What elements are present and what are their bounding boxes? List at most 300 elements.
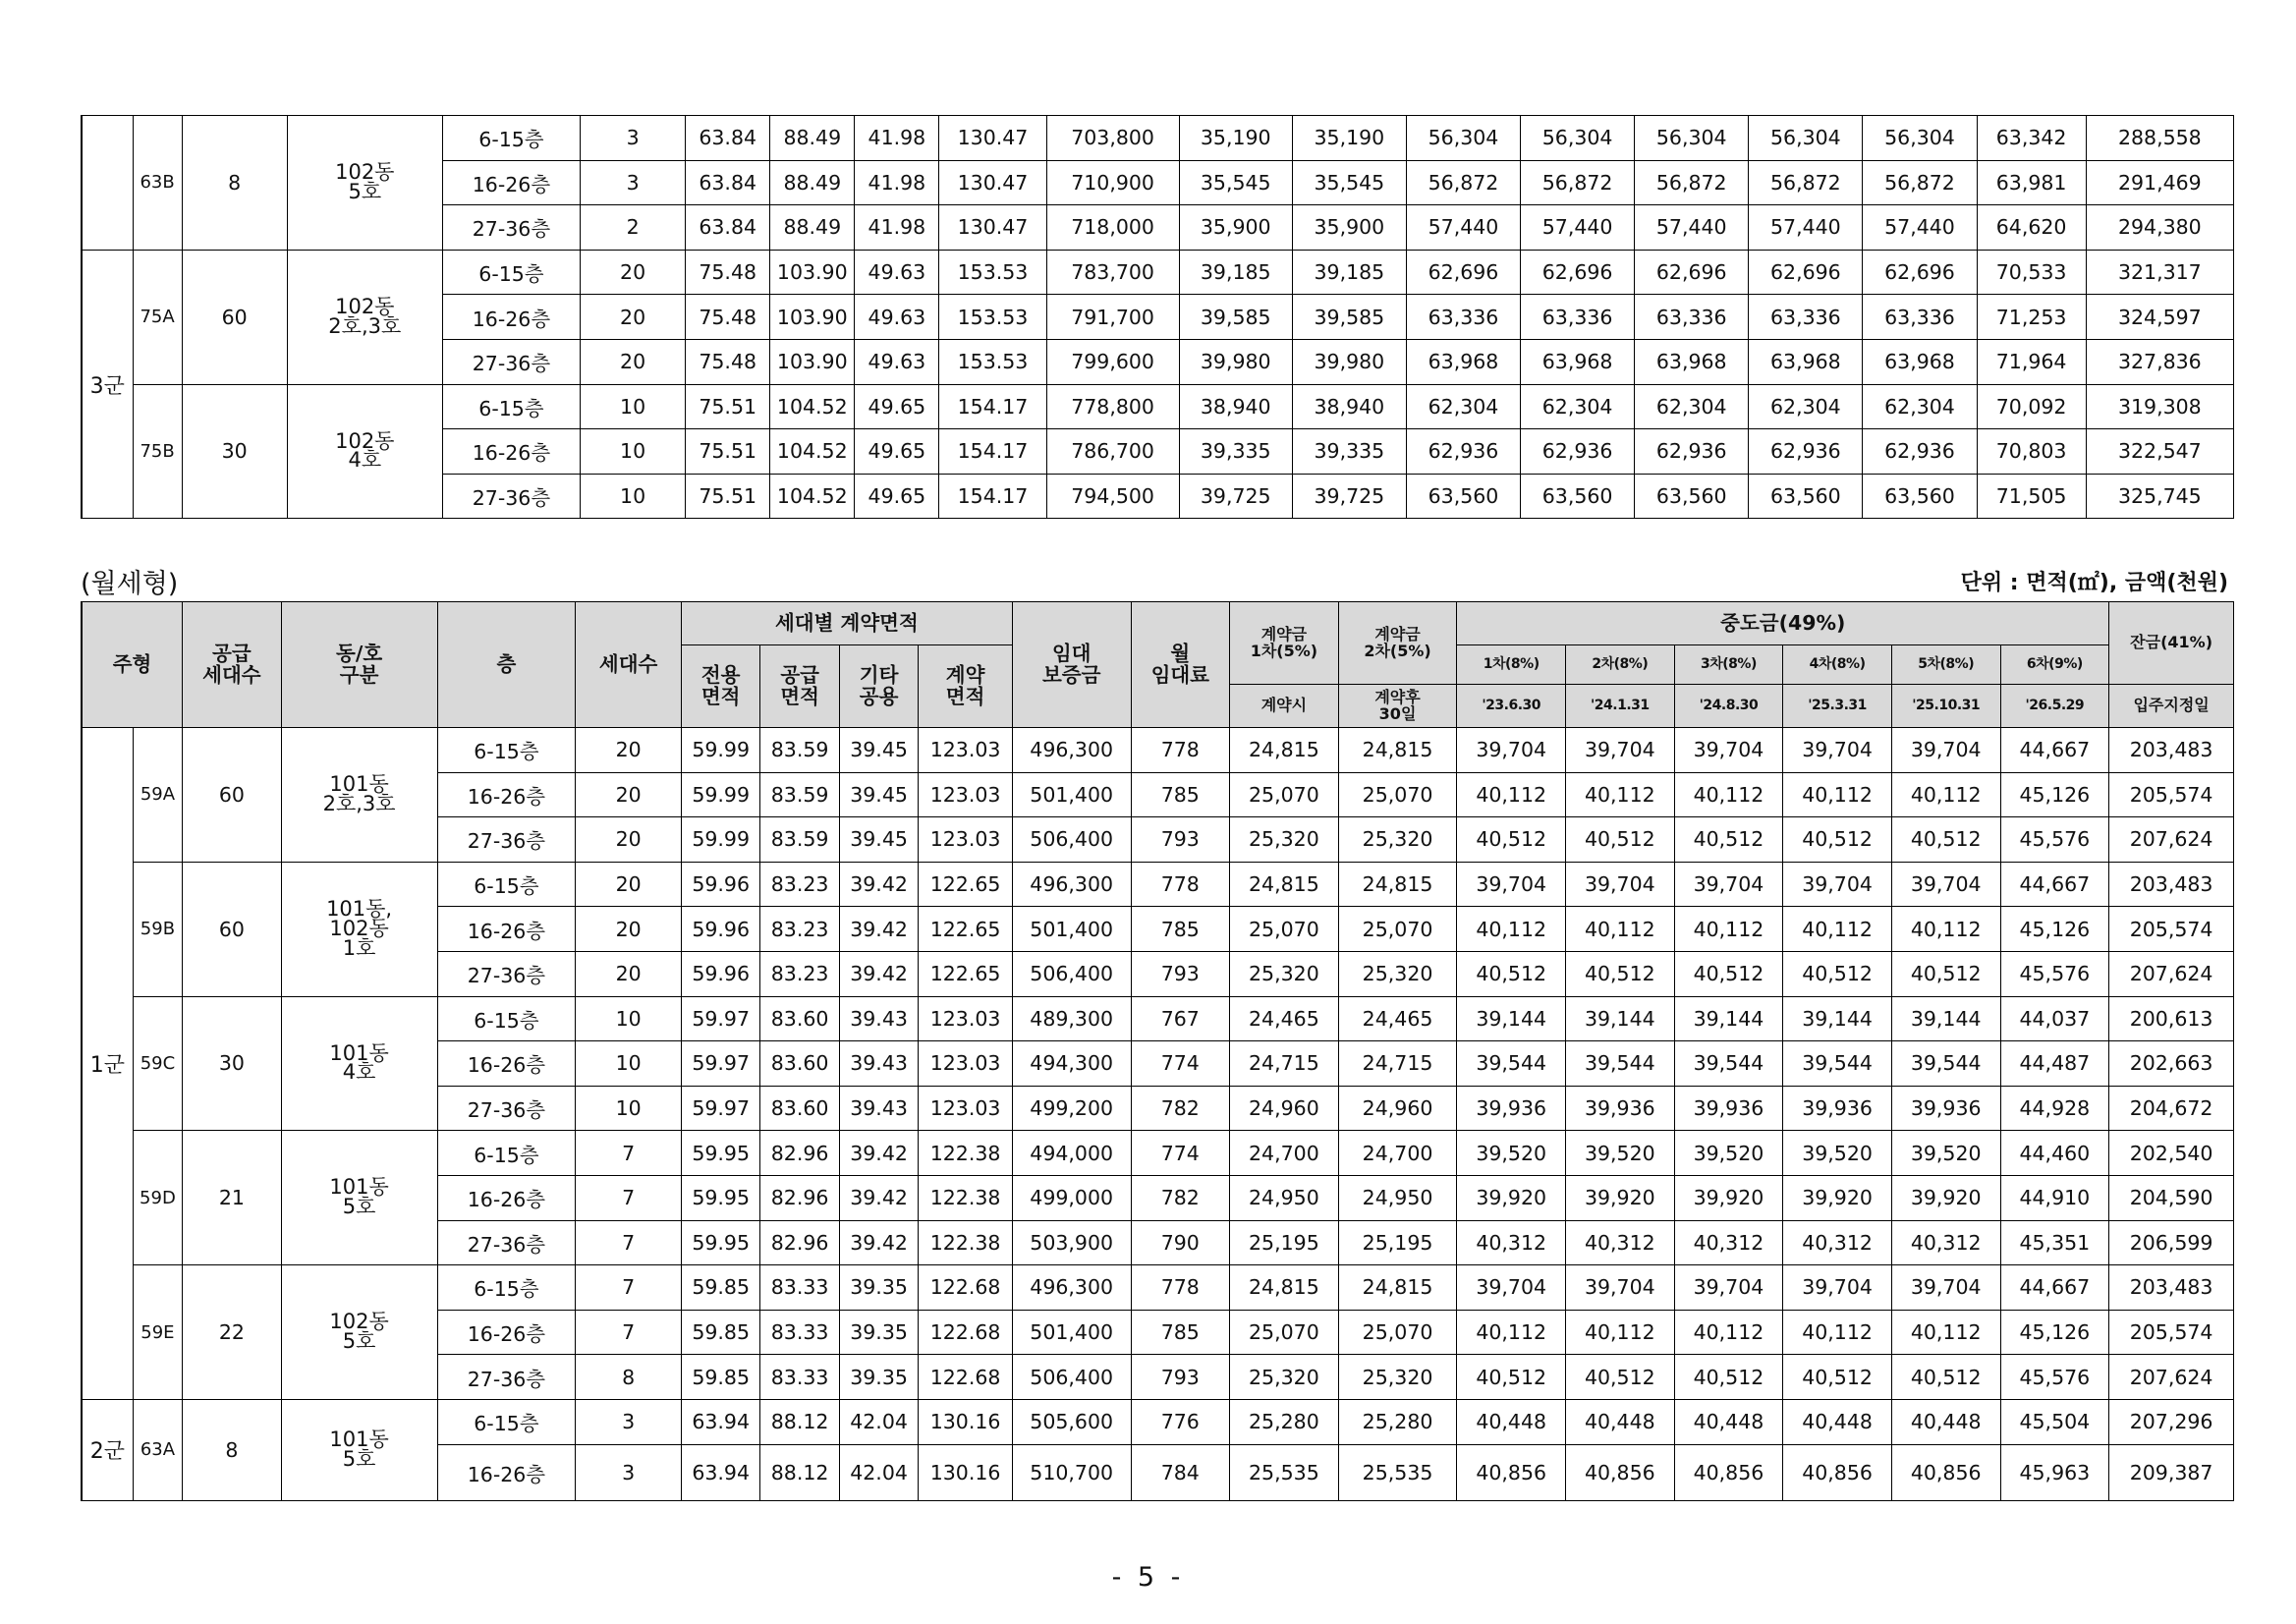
value-cell: 39,704: [1566, 1265, 1675, 1311]
value-cell: 294,380: [2086, 205, 2233, 251]
value-cell: 56,872: [1749, 160, 1863, 205]
dong-ho-line: 101동,: [326, 896, 393, 921]
value-cell: 778: [1131, 1265, 1230, 1311]
value-cell: 59.85: [681, 1355, 759, 1400]
value-cell: 20: [581, 339, 686, 384]
value-cell: 40,512: [1457, 817, 1566, 863]
value-cell: 39,920: [1457, 1175, 1566, 1220]
value-cell: 63,336: [1635, 295, 1749, 340]
value-cell: 62,936: [1521, 429, 1635, 475]
header-households: 세대수: [576, 602, 682, 728]
value-cell: 25,320: [1338, 817, 1457, 863]
value-cell: 62,696: [1863, 250, 1977, 295]
value-cell: 207,296: [2109, 1399, 2234, 1444]
supply-units-cell: 8: [183, 1399, 282, 1500]
value-cell: 35,545: [1292, 160, 1406, 205]
value-cell: 25,070: [1338, 772, 1457, 817]
dong-ho-cell: [287, 384, 442, 519]
value-cell: 130.47: [939, 205, 1046, 251]
value-cell: 63,981: [1977, 160, 2086, 205]
value-cell: 59.85: [681, 1310, 759, 1355]
value-cell: 45,576: [2000, 1355, 2109, 1400]
dong-ho-cell: [281, 862, 437, 996]
monthly-table-body: [82, 728, 2234, 1501]
value-cell: 40,448: [1891, 1399, 2000, 1444]
dong-ho-line: 102동: [329, 1310, 389, 1334]
dong-ho-line: 5호: [342, 1195, 376, 1219]
value-cell: 25,320: [1230, 1355, 1339, 1400]
value-cell: 63.84: [686, 205, 770, 251]
value-cell: 3: [576, 1444, 682, 1500]
value-cell: 42.04: [839, 1399, 918, 1444]
value-cell: 35,900: [1292, 205, 1406, 251]
dong-ho-cell: [281, 996, 437, 1131]
value-cell: 499,200: [1012, 1086, 1131, 1131]
value-cell: 24,700: [1230, 1131, 1339, 1176]
value-cell: 39,335: [1179, 429, 1292, 475]
value-cell: 75.51: [686, 384, 770, 429]
value-cell: 718,000: [1046, 205, 1179, 251]
value-cell: 39,920: [1783, 1175, 1892, 1220]
value-cell: 63.84: [686, 116, 770, 161]
value-cell: 24,815: [1230, 1265, 1339, 1311]
value-cell: 88.49: [770, 205, 855, 251]
value-cell: 130.47: [939, 116, 1046, 161]
value-cell: 45,963: [2000, 1444, 2109, 1500]
group-cell: [82, 116, 133, 251]
value-cell: 62,304: [1863, 384, 1977, 429]
value-cell: 45,126: [2000, 907, 2109, 952]
value-cell: 83.33: [760, 1265, 839, 1311]
dong-ho-cell: [281, 1131, 437, 1265]
value-cell: 203,483: [2109, 1265, 2234, 1311]
value-cell: 39,936: [1891, 1086, 2000, 1131]
value-cell: 25,280: [1230, 1399, 1339, 1444]
value-cell: 207,624: [2109, 1355, 2234, 1400]
value-cell: 40,856: [1783, 1444, 1892, 1500]
value-cell: 45,504: [2000, 1399, 2109, 1444]
value-cell: 791,700: [1046, 295, 1179, 340]
value-cell: 40,112: [1674, 1310, 1783, 1355]
value-cell: 39,704: [1674, 862, 1783, 907]
section-label: (월세형): [81, 569, 179, 599]
header-m3: 3차(8%): [1674, 645, 1783, 685]
value-cell: 57,440: [1749, 205, 1863, 251]
value-cell: 206,599: [2109, 1220, 2234, 1265]
table-row: [82, 862, 2234, 907]
value-cell: 799,600: [1046, 339, 1179, 384]
value-cell: 75.51: [686, 474, 770, 519]
value-cell: 39,144: [1783, 996, 1892, 1041]
header-floor: 층: [437, 602, 576, 728]
table-row: [82, 250, 2234, 295]
value-cell: 321,317: [2086, 250, 2233, 295]
value-cell: 40,448: [1457, 1399, 1566, 1444]
value-cell: 25,320: [1230, 951, 1339, 996]
header-d5: '25.10.31: [1891, 685, 2000, 728]
value-cell: 63,336: [1749, 295, 1863, 340]
header-middle-group: 중도금(49%): [1457, 602, 2109, 645]
value-cell: 63.94: [681, 1444, 759, 1500]
value-cell: 203,483: [2109, 862, 2234, 907]
value-cell: 56,304: [1406, 116, 1520, 161]
value-cell: 785: [1131, 1310, 1230, 1355]
value-cell: 83.59: [760, 728, 839, 773]
value-cell: 25,195: [1338, 1220, 1457, 1265]
value-cell: 325,745: [2086, 474, 2233, 519]
value-cell: 40,856: [1566, 1444, 1675, 1500]
value-cell: 40,312: [1457, 1220, 1566, 1265]
value-cell: 24,815: [1230, 728, 1339, 773]
dong-ho-cell: [281, 1399, 437, 1500]
value-cell: 703,800: [1046, 116, 1179, 161]
value-cell: 39,544: [1783, 1041, 1892, 1087]
value-cell: 39,544: [1566, 1041, 1675, 1087]
value-cell: 39,920: [1891, 1175, 2000, 1220]
value-cell: 39,544: [1457, 1041, 1566, 1087]
value-cell: 24,700: [1338, 1131, 1457, 1176]
header-d2: '24.1.31: [1566, 685, 1675, 728]
value-cell: 122.68: [919, 1355, 1013, 1400]
value-cell: 322,547: [2086, 429, 2233, 475]
value-cell: 3: [581, 116, 686, 161]
value-cell: 40,112: [1891, 907, 2000, 952]
value-cell: 40,512: [1566, 1355, 1675, 1400]
header-area-other: 기타 공용: [839, 645, 918, 728]
value-cell: 40,112: [1457, 1310, 1566, 1355]
value-cell: 40,512: [1783, 1355, 1892, 1400]
value-cell: 63,968: [1635, 339, 1749, 384]
header-m5: 5차(8%): [1891, 645, 2000, 685]
value-cell: 39,520: [1783, 1131, 1892, 1176]
table-row: [82, 116, 2234, 161]
dong-ho-line: 101동: [329, 1427, 389, 1451]
value-cell: 56,304: [1635, 116, 1749, 161]
value-cell: 10: [581, 384, 686, 429]
value-cell: 35,190: [1179, 116, 1292, 161]
value-cell: 40,512: [1566, 817, 1675, 863]
value-cell: 25,320: [1338, 1355, 1457, 1400]
value-cell: 39,725: [1292, 474, 1406, 519]
floor-cell: 16-26층: [437, 772, 576, 817]
value-cell: 122.68: [919, 1265, 1013, 1311]
value-cell: 778: [1131, 862, 1230, 907]
value-cell: 288,558: [2086, 116, 2233, 161]
value-cell: 39,585: [1179, 295, 1292, 340]
value-cell: 64,620: [1977, 205, 2086, 251]
value-cell: 3: [576, 1399, 682, 1444]
value-cell: 130.16: [919, 1444, 1013, 1500]
supply-units-cell: 60: [182, 250, 287, 384]
value-cell: 70,092: [1977, 384, 2086, 429]
value-cell: 45,126: [2000, 1310, 2109, 1355]
value-cell: 10: [576, 1086, 682, 1131]
value-cell: 8: [576, 1355, 682, 1400]
value-cell: 20: [576, 772, 682, 817]
value-cell: 40,856: [1457, 1444, 1566, 1500]
value-cell: 39,520: [1674, 1131, 1783, 1176]
value-cell: 39,936: [1783, 1086, 1892, 1131]
unit-note: 단위 : 면적(㎡), 금액(천원): [1960, 571, 2228, 595]
value-cell: 25,070: [1338, 1310, 1457, 1355]
supply-units-cell: 60: [183, 728, 282, 863]
value-cell: 57,440: [1863, 205, 1977, 251]
value-cell: 39,144: [1457, 996, 1566, 1041]
value-cell: 59.85: [681, 1265, 759, 1311]
value-cell: 25,070: [1230, 907, 1339, 952]
value-cell: 40,112: [1566, 907, 1675, 952]
value-cell: 39,704: [1674, 1265, 1783, 1311]
value-cell: 39,704: [1891, 728, 2000, 773]
value-cell: 778: [1131, 728, 1230, 773]
value-cell: 103.90: [770, 295, 855, 340]
value-cell: 153.53: [939, 339, 1046, 384]
header-m1: 1차(8%): [1457, 645, 1566, 685]
value-cell: 10: [576, 1041, 682, 1087]
header-supply-units: 공급 세대수: [183, 602, 282, 728]
value-cell: 40,312: [1566, 1220, 1675, 1265]
value-cell: 57,440: [1521, 205, 1635, 251]
value-cell: 40,112: [1783, 907, 1892, 952]
value-cell: 130.47: [939, 160, 1046, 205]
value-cell: 39,936: [1674, 1086, 1783, 1131]
value-cell: 39.42: [839, 1131, 918, 1176]
value-cell: 62,936: [1406, 429, 1520, 475]
value-cell: 40,512: [1457, 951, 1566, 996]
dong-ho-line: 5호: [342, 1329, 376, 1354]
top-table-body: [82, 116, 2234, 519]
value-cell: 82.96: [760, 1220, 839, 1265]
value-cell: 40,112: [1457, 907, 1566, 952]
value-cell: 83.33: [760, 1310, 839, 1355]
value-cell: 39.43: [839, 1041, 918, 1087]
value-cell: 40,112: [1457, 772, 1566, 817]
value-cell: 39,185: [1292, 250, 1406, 295]
value-cell: 104.52: [770, 429, 855, 475]
value-cell: 501,400: [1012, 772, 1131, 817]
value-cell: 793: [1131, 817, 1230, 863]
value-cell: 71,964: [1977, 339, 2086, 384]
value-cell: 39,144: [1674, 996, 1783, 1041]
value-cell: 205,574: [2109, 907, 2234, 952]
value-cell: 510,700: [1012, 1444, 1131, 1500]
header-m6: 6차(9%): [2000, 645, 2109, 685]
value-cell: 207,624: [2109, 817, 2234, 863]
value-cell: 40,512: [1891, 951, 2000, 996]
value-cell: 503,900: [1012, 1220, 1131, 1265]
value-cell: 62,696: [1406, 250, 1520, 295]
value-cell: 39,185: [1179, 250, 1292, 295]
value-cell: 40,312: [1783, 1220, 1892, 1265]
value-cell: 59.99: [681, 817, 759, 863]
page-number: - 5 -: [1111, 1562, 1185, 1593]
value-cell: 39,936: [1457, 1086, 1566, 1131]
value-cell: 71,505: [1977, 474, 2086, 519]
floor-cell: 16-26층: [437, 1444, 576, 1500]
value-cell: 496,300: [1012, 1265, 1131, 1311]
value-cell: 774: [1131, 1131, 1230, 1176]
value-cell: 42.04: [839, 1444, 918, 1500]
value-cell: 59.97: [681, 1086, 759, 1131]
floor-cell: 6-15층: [442, 384, 580, 429]
dong-ho-line: 4호: [348, 448, 382, 473]
value-cell: 40,312: [1891, 1220, 2000, 1265]
value-cell: 122.38: [919, 1175, 1013, 1220]
value-cell: 63,336: [1521, 295, 1635, 340]
value-cell: 88.12: [760, 1399, 839, 1444]
value-cell: 45,576: [2000, 817, 2109, 863]
value-cell: 40,312: [1674, 1220, 1783, 1265]
value-cell: 39,144: [1566, 996, 1675, 1041]
value-cell: 40,512: [1674, 1355, 1783, 1400]
value-cell: 83.60: [760, 996, 839, 1041]
value-cell: 39.42: [839, 907, 918, 952]
value-cell: 59.97: [681, 1041, 759, 1087]
value-cell: 39.35: [839, 1355, 918, 1400]
header-m4: 4차(8%): [1783, 645, 1892, 685]
value-cell: 83.23: [760, 907, 839, 952]
floor-cell: 16-26층: [437, 907, 576, 952]
value-cell: 62,304: [1406, 384, 1520, 429]
dong-ho-cell: [287, 116, 442, 251]
header-contract1-date: 계약시: [1230, 685, 1339, 728]
value-cell: 20: [581, 295, 686, 340]
type-cell: 59A: [133, 728, 182, 863]
header-contract2: 계약금 2차(5%): [1338, 602, 1457, 685]
value-cell: 7: [576, 1131, 682, 1176]
value-cell: 39,725: [1179, 474, 1292, 519]
value-cell: 88.12: [760, 1444, 839, 1500]
value-cell: 63,560: [1521, 474, 1635, 519]
floor-cell: 27-36층: [437, 1086, 576, 1131]
header-type: 주형: [82, 602, 183, 728]
value-cell: 39,920: [1566, 1175, 1675, 1220]
value-cell: 40,448: [1674, 1399, 1783, 1444]
value-cell: 56,304: [1749, 116, 1863, 161]
value-cell: 56,872: [1406, 160, 1520, 205]
value-cell: 25,535: [1230, 1444, 1339, 1500]
value-cell: 49.63: [855, 295, 939, 340]
value-cell: 496,300: [1012, 728, 1131, 773]
value-cell: 41.98: [855, 116, 939, 161]
supply-units-cell: 60: [183, 862, 282, 996]
value-cell: 62,696: [1635, 250, 1749, 295]
value-cell: 24,815: [1230, 862, 1339, 907]
value-cell: 123.03: [919, 728, 1013, 773]
value-cell: 38,940: [1179, 384, 1292, 429]
value-cell: 56,304: [1521, 116, 1635, 161]
value-cell: 790: [1131, 1220, 1230, 1265]
type-cell: 59C: [133, 996, 182, 1131]
dong-ho-cell: [287, 250, 442, 384]
value-cell: 49.63: [855, 339, 939, 384]
header-d6: '26.5.29: [2000, 685, 2109, 728]
floor-cell: 16-26층: [442, 429, 580, 475]
value-cell: 103.90: [770, 339, 855, 384]
floor-cell: 27-36층: [442, 339, 580, 384]
value-cell: 75.48: [686, 339, 770, 384]
floor-cell: 27-36층: [442, 205, 580, 251]
value-cell: 56,872: [1521, 160, 1635, 205]
value-cell: 40,512: [1566, 951, 1675, 996]
dong-ho-line: 102동: [335, 294, 395, 318]
supply-units-cell: 30: [183, 996, 282, 1131]
value-cell: 39,704: [1457, 862, 1566, 907]
value-cell: 75.51: [686, 429, 770, 475]
value-cell: 39,704: [1783, 1265, 1892, 1311]
value-cell: 75.48: [686, 250, 770, 295]
header-balance-date: 입주지정일: [2109, 685, 2234, 728]
value-cell: 63,336: [1406, 295, 1520, 340]
value-cell: 25,280: [1338, 1399, 1457, 1444]
value-cell: 25,320: [1338, 951, 1457, 996]
value-cell: 44,667: [2000, 728, 2109, 773]
value-cell: 122.38: [919, 1131, 1013, 1176]
value-cell: 499,000: [1012, 1175, 1131, 1220]
value-cell: 506,400: [1012, 1355, 1131, 1400]
header-contract1: 계약금 1차(5%): [1230, 602, 1339, 685]
value-cell: 784: [1131, 1444, 1230, 1500]
type-cell: 59D: [133, 1131, 182, 1265]
value-cell: 324,597: [2086, 295, 2233, 340]
type-cell: 63A: [133, 1399, 182, 1500]
value-cell: 123.03: [919, 996, 1013, 1041]
value-cell: 104.52: [770, 474, 855, 519]
value-cell: 59.97: [681, 996, 759, 1041]
value-cell: 506,400: [1012, 817, 1131, 863]
value-cell: 63,342: [1977, 116, 2086, 161]
value-cell: 24,960: [1338, 1086, 1457, 1131]
value-cell: 63,560: [1863, 474, 1977, 519]
value-cell: 153.53: [939, 250, 1046, 295]
value-cell: 39.42: [839, 862, 918, 907]
value-cell: 39,704: [1457, 728, 1566, 773]
value-cell: 39.45: [839, 728, 918, 773]
value-cell: 35,545: [1179, 160, 1292, 205]
value-cell: 25,070: [1230, 772, 1339, 817]
dong-ho-line: 102동: [335, 428, 395, 453]
value-cell: 122.65: [919, 951, 1013, 996]
value-cell: 778,800: [1046, 384, 1179, 429]
value-cell: 7: [576, 1265, 682, 1311]
value-cell: 205,574: [2109, 1310, 2234, 1355]
value-cell: 506,400: [1012, 951, 1131, 996]
value-cell: 63,968: [1406, 339, 1520, 384]
dong-ho-line: 102동: [335, 159, 395, 184]
value-cell: 25,195: [1230, 1220, 1339, 1265]
value-cell: 785: [1131, 772, 1230, 817]
value-cell: 40,512: [1674, 951, 1783, 996]
value-cell: 39,335: [1292, 429, 1406, 475]
value-cell: 7: [576, 1175, 682, 1220]
value-cell: 44,487: [2000, 1041, 2109, 1087]
header-d3: '24.8.30: [1674, 685, 1783, 728]
type-cell: 63B: [133, 116, 182, 251]
value-cell: 39.43: [839, 1086, 918, 1131]
value-cell: 39,520: [1566, 1131, 1675, 1176]
value-cell: 39.43: [839, 996, 918, 1041]
value-cell: 62,696: [1749, 250, 1863, 295]
value-cell: 56,304: [1863, 116, 1977, 161]
value-cell: 39.45: [839, 772, 918, 817]
value-cell: 59.95: [681, 1175, 759, 1220]
value-cell: 83.59: [760, 772, 839, 817]
value-cell: 62,936: [1749, 429, 1863, 475]
value-cell: 122.68: [919, 1310, 1013, 1355]
dong-ho-line: 101동: [329, 1175, 389, 1200]
table-row: [82, 384, 2234, 429]
value-cell: 20: [576, 817, 682, 863]
